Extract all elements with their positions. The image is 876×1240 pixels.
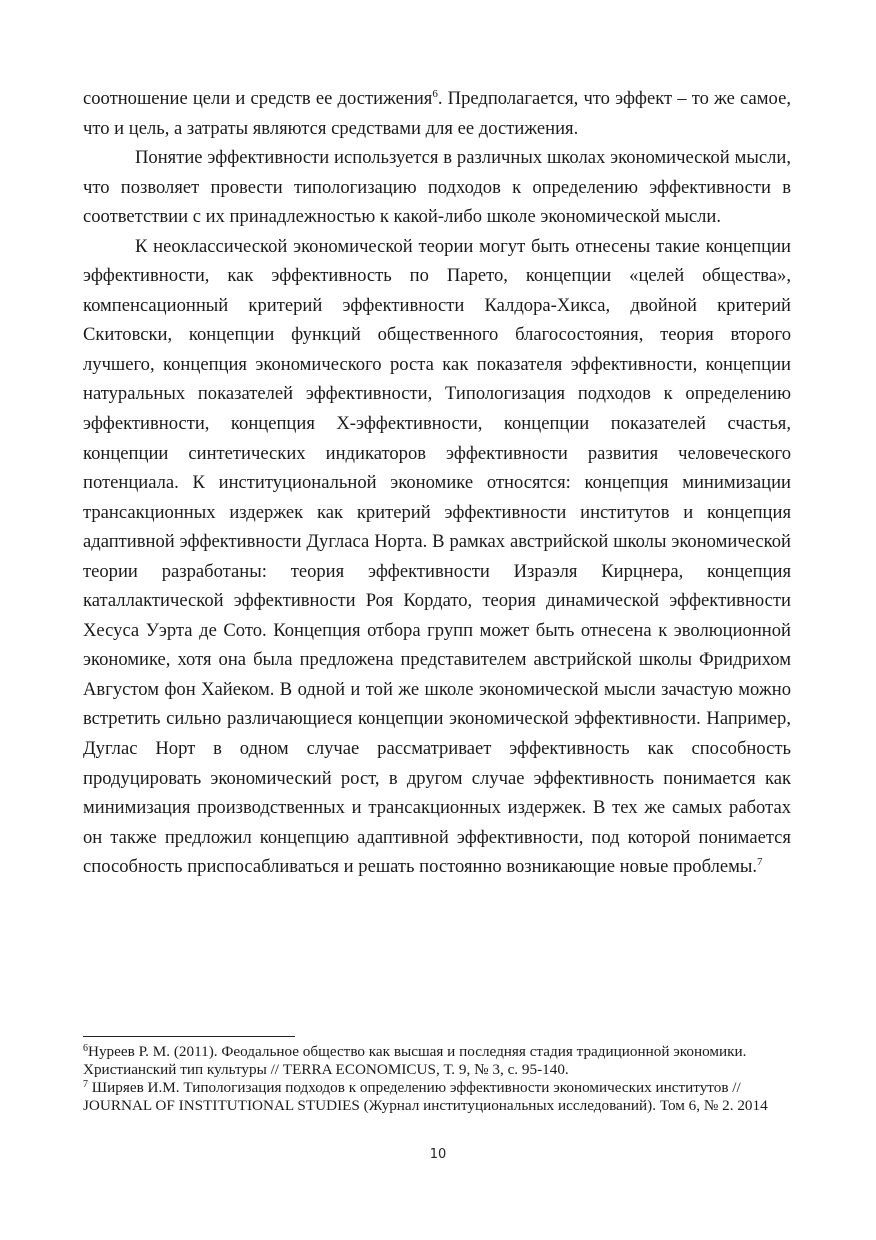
footnote-7-mark: 7 — [83, 1079, 88, 1090]
footnote-7-text: Ширяев И.М. Типологизация подходов к определению эффективности экономических институтов // JOURNAL OF INSTITUTIONAL STUDIES (Журнал институциональных исследований). Том 6, № 2. 2014 — [83, 1079, 768, 1114]
paragraph-2-text: Понятие эффективности используется в различных школах экономической мысли, что позволяет провести типологизацию подходов к определению эффективности в соответствии с их принадлежностью к какой-либо школе экономической мысли. — [83, 147, 791, 228]
footnote-separator — [83, 1036, 295, 1037]
footnote-ref-6[interactable]: 6 — [432, 88, 438, 100]
paragraph-1 — [83, 84, 791, 143]
paragraph-1-text-a: соотношение цели и средств ее достижения — [83, 88, 433, 109]
footnote-7 — [83, 1079, 783, 1115]
footnote-ref-7[interactable]: 7 — [757, 856, 763, 869]
page-number: 10 — [429, 1147, 447, 1162]
paragraph-3-text: К неоклассической экономической теории могут быть отнесены такие концепции эффективности, как эффективность по Парето, концепции «целей общества», компенсационный критерий эффективности Калдора-Хикса, двойной критерий Скитовски, концепции функций общественного благосостояния, теория второго лучшего, концепция экономического роста как показателя эффективности, концепции натуральных показателей эффективности, Типологизация подходов к определению эффективности, концепция Х-эффективности, концепции показателей счастья, концепции синтетических индикаторов эффективности развития человеческого потенциала. К институциональной экономике относятся: концепция минимизации трансакционных издержек как критерий эффективности институтов и концепция адаптивной эффективности Дугласа Норта. В рамках австрийской школы экономической теории разработаны: теория эффективности Израэля Кирцнера, концепция каталлактической эффективности Роя Кордато, теория динамической эффективности Хесуса Уэрта де Сото. Концепция отбора групп может быть отнесена к эволюционной экономике, хотя она была предложена представителем австрийской школы Фридрихом Августом фон Хайеком. В одной и той же школе экономической мысли зачастую можно встретить сильно различающиеся концепции экономической эффективности. Например, Дуглас Норт в одном случае рассматривает эффективность как способность продуцировать экономический рост, в другом случае эффективность понимается как минимизация производственных и трансакционных издержек. В тех же самых работах он также предложил концепцию адаптивной эффективности, под которой понимается способность приспосабливаться и решать постоянно возникающие новые проблемы. — [83, 235, 791, 878]
body-text — [83, 84, 791, 882]
paragraph-1-text-b: . Предполагается, что эффект – то же самое, что и цель, а затраты являются средствами для ее достижения. — [83, 88, 791, 139]
paragraph-2 — [83, 143, 791, 232]
paragraph-3 — [83, 232, 791, 882]
footnote-6 — [83, 1043, 783, 1079]
footnote-6-mark: 6 — [83, 1043, 88, 1054]
footnotes — [83, 1043, 783, 1115]
footnote-6-text: Нуреев Р. М. (2011). Феодальное общество как высшая и последняя стадия традиционной экономики. Христианский тип культуры // TERRA ECONOMICUS, Т. 9, № 3, с. 95-140. — [83, 1043, 747, 1078]
